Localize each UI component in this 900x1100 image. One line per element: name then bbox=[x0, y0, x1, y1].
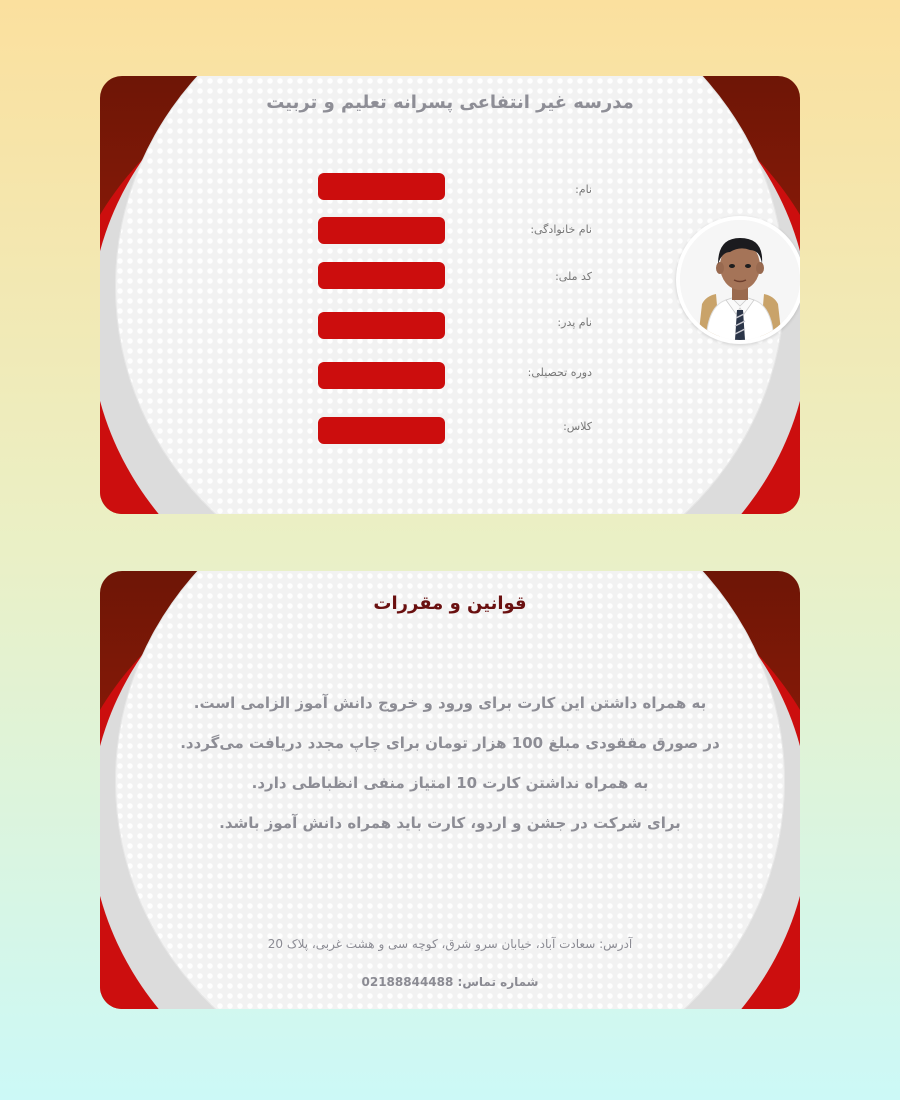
rules-list bbox=[160, 683, 740, 843]
father-name-field[interactable] bbox=[318, 312, 445, 339]
rule-item: به همراه داشتن این کارت برای ورود و خروج دانش آموز الزامی است. bbox=[193, 694, 707, 712]
family-name-label: نام خانوادگی: bbox=[530, 223, 592, 236]
school-name: مدرسه غیر انتفاعی پسرانه تعلیم و تربیت bbox=[266, 92, 634, 113]
student-photo bbox=[676, 216, 800, 344]
education-level-field[interactable] bbox=[318, 362, 445, 389]
family-name-field[interactable] bbox=[318, 217, 445, 244]
id-card-front bbox=[100, 76, 800, 514]
rule-item: به همراه نداشتن کارت 10 امتیاز منفی انظباطی دارد. bbox=[251, 774, 649, 792]
national-code-label: کد ملی: bbox=[555, 270, 592, 283]
id-card-back bbox=[100, 571, 800, 1009]
name-field[interactable] bbox=[318, 173, 445, 200]
father-name-label: نام پدر: bbox=[557, 316, 592, 329]
contact-phone: شماره تماس: 02188844488 bbox=[361, 975, 539, 989]
school-address: آدرس: سعادت آباد، خیابان سرو شرق، کوچه سی و هشت غربی، پلاک 20 bbox=[267, 937, 633, 951]
name-label: نام: bbox=[575, 183, 592, 196]
rule-item: در صورق مققودی مبلغ 100 هزار تومان برای چاپ مجدد دریافت می‌گردد. bbox=[180, 734, 720, 752]
national-code-field[interactable] bbox=[318, 262, 445, 289]
student-photo-illustration bbox=[680, 220, 800, 340]
class-label: کلاس: bbox=[563, 420, 592, 433]
education-level-label: دوره تحصیلی: bbox=[527, 366, 592, 379]
rule-item: برای شرکت در جشن و اردو، کارت باید همراه دانش آموز باشد. bbox=[219, 814, 681, 832]
class-field[interactable] bbox=[318, 417, 445, 444]
rules-title: قوانین و مقررات bbox=[373, 593, 527, 614]
